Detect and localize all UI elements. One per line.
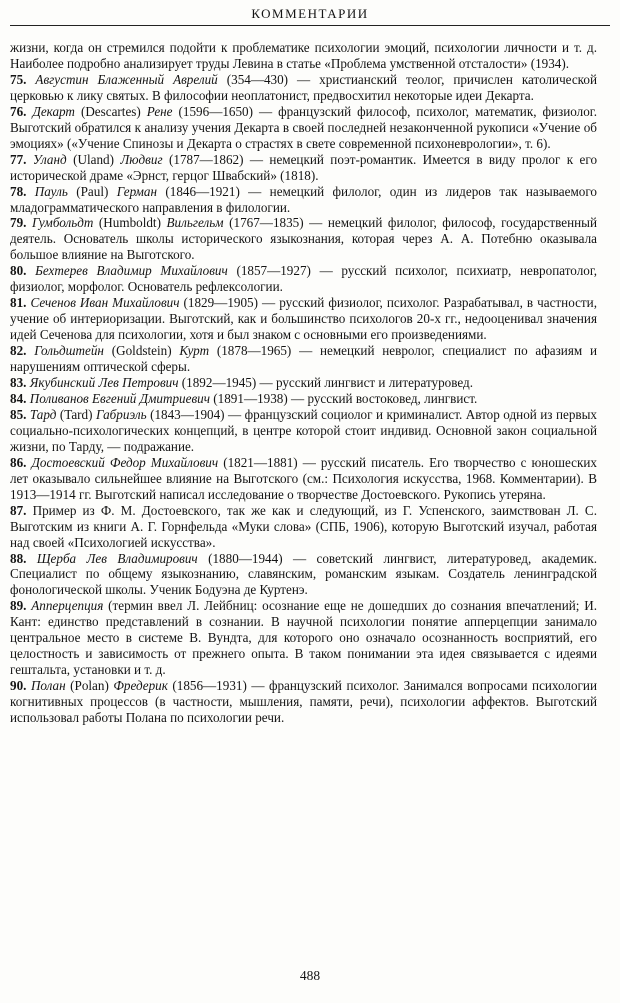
- entry-number: 86.: [10, 454, 27, 470]
- entry-number: 81.: [10, 295, 27, 311]
- commentary-entry: [10, 455, 597, 503]
- entry-latin-name: (Polan): [65, 678, 114, 694]
- commentary-entry: [10, 343, 597, 375]
- commentary-entry: [10, 72, 597, 104]
- entry-number: 89.: [10, 598, 27, 614]
- continuation-paragraph: жизни, когда он стремился подойти к проблематике психологии эмоций, психологии личности и т. д. Наиболее подробно анализирует труды Левина в статье «Проблема умственной отсталости» (1934).: [10, 40, 597, 71]
- entry-latin-name: (Goldstein): [103, 343, 180, 359]
- entry-name: Якубинский Лев Петрович: [29, 375, 179, 391]
- entry-text: (1892—1945) — русский лингвист и литературовед.: [178, 375, 474, 391]
- commentary-entry: [10, 104, 597, 152]
- entry-given-name: Герман: [116, 183, 158, 199]
- entry-given-name: Курт: [179, 343, 210, 359]
- entry-given-name: Рене: [146, 103, 173, 119]
- entry-text: (1878—1965) — немецкий невролог, специалист по афазиям и нарушениям оптической сферы.: [10, 343, 597, 375]
- entry-text: (1787—1862) — немецкий поэт-романтик. Имеется в виду пролог к его исторической драме «Эрнст, герцог Швабский» (1818).: [10, 151, 598, 183]
- entry-given-name: Фредерик: [113, 678, 168, 694]
- entry-text: (1829—1905) — русский физиолог, психолог. Разрабатывал, в частности, учение об интериоризации. Выготский, как и большинство психологов 20-х гг., недооценивал значения идей Сеченова для психологии, хотя и был знаком с основными его произведениями.: [10, 295, 597, 343]
- entry-name: Сеченов Иван Михайлович: [30, 295, 180, 311]
- commentary-entry: [10, 152, 597, 184]
- commentary-entry: [10, 263, 597, 295]
- entry-name: Поливанов Евгений Дмитриевич: [29, 390, 210, 406]
- entry-name: Декарт: [32, 103, 75, 119]
- entry-text: Пример из Ф. М. Достоевского, так же как и следующий, из Г. Успенского, заимствован Л. С. Выготским из книги А. Г. Горнфельда «Муки слова» (СПБ, 1906), которую Выготский изучал, работая над своей «Психологией искусства».: [10, 502, 597, 550]
- commentary-entry: [10, 391, 597, 407]
- commentary-entry: [10, 551, 597, 599]
- entry-given-name: Вильгельм: [166, 215, 224, 231]
- entry-number: 85.: [10, 406, 27, 422]
- entry-name: Пауль: [34, 183, 68, 199]
- entry-name: Уланд: [32, 151, 67, 167]
- entry-number: 78.: [10, 183, 27, 199]
- entry-name: Полан: [30, 678, 66, 694]
- entry-number: 76.: [10, 103, 27, 119]
- commentary-entry: [10, 678, 597, 726]
- entry-number: 75.: [10, 71, 27, 87]
- entry-latin-name: (Tard): [56, 406, 96, 422]
- entry-given-name: Габриэль: [95, 406, 147, 422]
- commentary-entry: [10, 375, 597, 391]
- entry-number: 87.: [10, 502, 27, 518]
- entry-number: 80.: [10, 263, 27, 279]
- commentary-body: [10, 40, 597, 726]
- entry-text: (термин ввел Л. Лейбниц: осознание еще не дошедших до сознания впечатлений; И. Кант: единство представлений в сознании. В научной психологии понятие апперцепции занимало центральное место в системе В. Вундта, для которого оно означало осознанность восприятий, его целостность и зависимость от прежнего опыта. В таком понимании эта идея связывается с идеями гештальта, установки и т. д.: [10, 598, 597, 678]
- entry-latin-name: (Uland): [66, 151, 121, 167]
- entry-number: 79.: [10, 215, 27, 231]
- commentary-entry: [10, 295, 597, 343]
- entry-text: (1596—1650) — французский философ, психолог, математик, физиолог. Выготский обратился к анализу учения Декарта в своей последней незаконченной рукописи «Учение об эмоциях» («Учение Спинозы и Декарта о страстях в свете современной психоневрологии», т. 6).: [10, 103, 597, 151]
- entry-latin-name: (Descartes): [74, 103, 147, 119]
- commentary-entry: [10, 407, 597, 455]
- commentary-entry: [10, 215, 597, 263]
- commentary-entry: [10, 184, 597, 216]
- entry-number: 77.: [10, 151, 27, 167]
- page-number: 488: [299, 968, 321, 983]
- running-header: КОММЕНТАРИИ: [251, 6, 369, 21]
- entries-list: [10, 72, 597, 726]
- commentary-entry: [10, 598, 597, 678]
- entry-text: (1846—1921) — немецкий филолог, один из лидеров так называемого младограмматического направления в филологии.: [10, 183, 597, 215]
- entry-number: 82.: [10, 343, 27, 359]
- entry-given-name: Людвиг: [120, 151, 163, 167]
- entry-text: (1843—1904) — французский социолог и криминалист. Автор одной из первых социально-психологических концепций, в центре которой стоит индивид. Основной закон социальной жизни, по Тарду, — подражание.: [10, 406, 598, 454]
- entry-text: (1857—1927) — русский психолог, психиатр, невропатолог, физиолог, морфолог. Основатель рефлексологии.: [10, 263, 598, 295]
- entry-text: (1880—1944) — советский лингвист, литературовед, академик. Специалист по общему языкознанию, славянским, романским языкам. Создатель ленинградской фонологической школы. Ученик Бодуэна де Куртенэ.: [10, 550, 598, 598]
- entry-name: Бехтерев Владимир Михайлович: [35, 263, 228, 279]
- entry-text: (1821—1881) — русский писатель. Его творчество с юношеских лет оказывало сильнейшее влияние на Выготского (см.: Психология искусства, 1968. Комментарии). В 1913—1914 гг. Выготский написал исследование о творчестве Достоевского. Рукопись утеряна.: [10, 454, 597, 502]
- entry-text: (1767—1835) — немецкий филолог, философ, государственный деятель. Основатель школы исторического языкознания, которая через А. А. Потебню оказывала большое влияние на Выготского.: [10, 215, 597, 263]
- entry-number: 88.: [10, 550, 27, 566]
- entry-text: (354—430) — христианский теолог, причислен католической церковью к лику святых. В философии неоплатонист, предвосхитил некоторые идеи Декарта.: [10, 71, 597, 103]
- entry-text: (1891—1938) — русский востоковед, лингвист.: [210, 390, 478, 406]
- entry-name: Апперцепция: [31, 598, 104, 614]
- entry-name: Гумбольдт: [32, 215, 94, 231]
- entry-latin-name: (Humboldt): [93, 215, 167, 231]
- entry-number: 83.: [10, 375, 27, 391]
- entry-name: Августин Блаженный Аврелий: [35, 71, 218, 87]
- entry-name: Тард: [29, 406, 57, 422]
- entry-latin-name: (Paul): [67, 183, 117, 199]
- commentary-entry: [10, 503, 597, 551]
- entry-text: (1856—1931) — французский психолог. Занимался вопросами психологии когнитивных процессов (в частности, мышления, памяти, речи), психологии аффектов. Выготский использовал работы Полана по психологии речи.: [10, 678, 597, 726]
- entry-number: 90.: [10, 678, 27, 694]
- header-rule: [10, 25, 610, 26]
- entry-name: Достоевский Федор Михайлович: [31, 454, 219, 470]
- entry-name: Щерба Лев Владимирович: [36, 550, 198, 566]
- entry-name: Гольдштейн: [34, 343, 104, 359]
- entry-number: 84.: [10, 390, 27, 406]
